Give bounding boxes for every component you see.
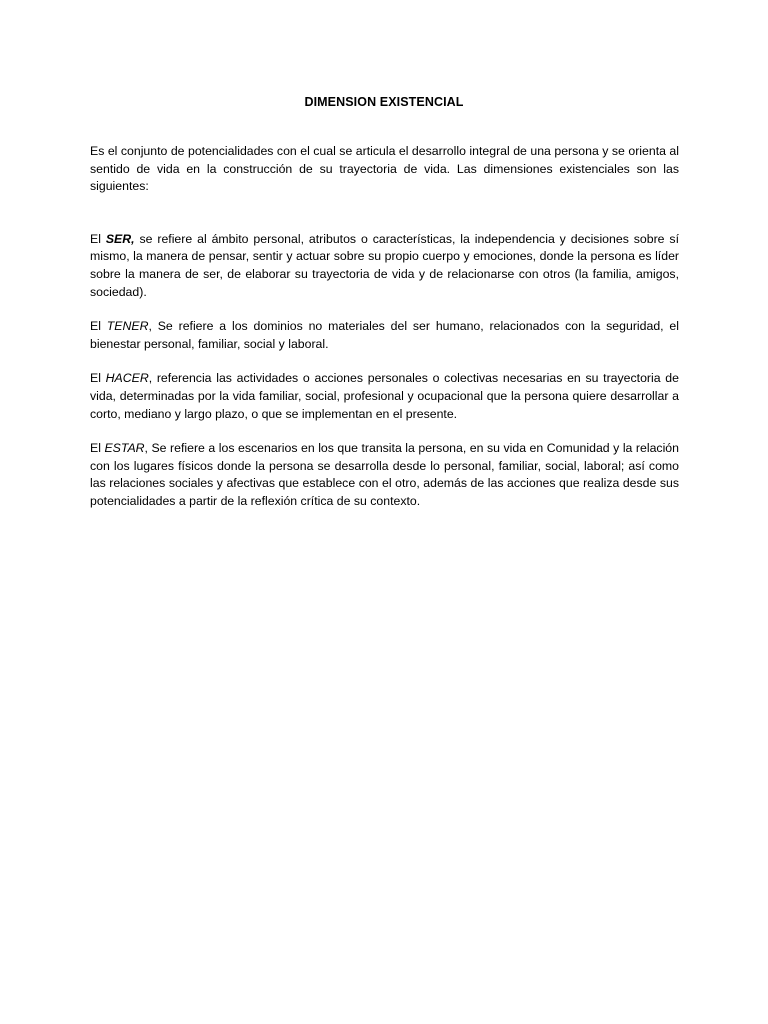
section-prefix: El (90, 441, 105, 456)
section-keyword: ESTAR (104, 441, 145, 456)
section-keyword: TENER (106, 319, 149, 334)
intro-paragraph: Es el conjunto de potencialidades con el cual se articula el desarrollo integral de una persona y se orienta al sentido de vida en la construcción de su trayectoria de vida. Las dimensiones existenciales son las siguientes: (90, 144, 679, 194)
document-body (90, 143, 679, 511)
section-text: , Se refiere a los escenarios en los que transita la persona, en su vida en Comunidad y la relación con los lugares físicos donde la persona se desarrolla desde lo personal, familiar, social, laboral; así como las relaciones sociales y afectivas que establece con el otro, además de las acciones que realiza desde sus potencialidades a partir de la reflexión crítica de su contexto. (90, 441, 679, 508)
document-title: DIMENSION EXISTENCIAL (304, 95, 464, 109)
section-keyword: SER, (105, 231, 135, 246)
section-text: , referencia las actividades o acciones personales o colectivas necesarias en su trayectoria de vida, determinadas por la vida familiar, social, profesional y ocupacional que la persona quiere desarrollar a corto, mediano y largo plazo, o que se implementan en el presente. (90, 371, 679, 421)
section-estar (90, 440, 679, 510)
section-ser (90, 231, 679, 301)
section-prefix: El (90, 319, 107, 334)
section-text: se refiere al ámbito personal, atributos o características, la independencia y decisiones sobre sí mismo, la manera de pensar, sentir y actuar sobre su propio cuerpo y emociones, donde la persona es líder sobre la manera de ser, de elaborar su trayectoria de vida y de relacionarse con otros (la familia, amigos, sociedad). (90, 231, 679, 299)
section-keyword: HACER (105, 371, 149, 386)
section-text: , Se refiere a los dominios no materiales del ser humano, relacionados con la seguridad, el bienestar personal, familiar, social y laboral. (90, 319, 679, 351)
section-hacer (90, 370, 679, 423)
section-prefix: El (90, 231, 106, 246)
section-tener (90, 318, 679, 353)
section-prefix: El (90, 371, 106, 386)
